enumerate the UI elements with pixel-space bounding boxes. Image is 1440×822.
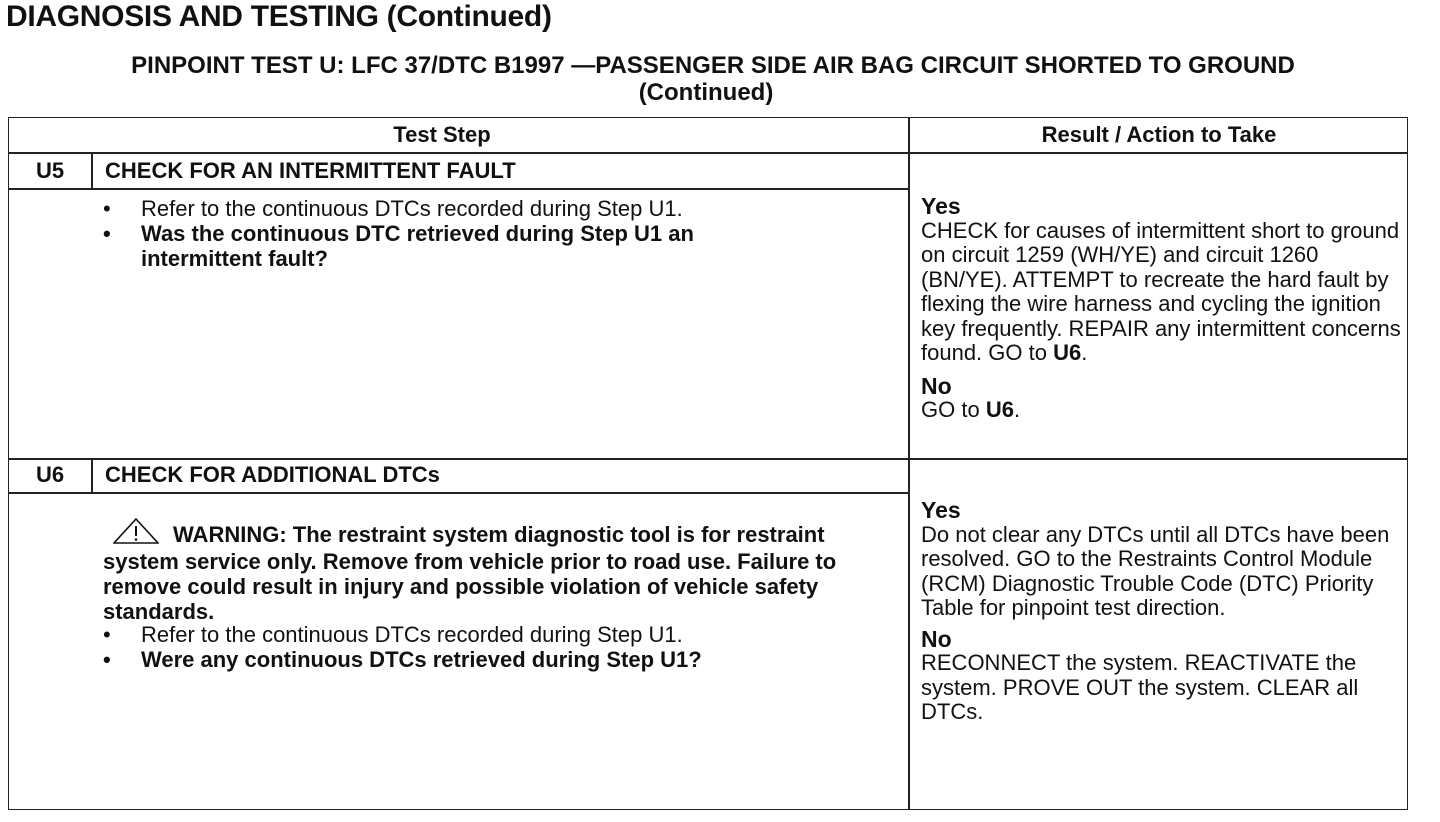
list-item — [103, 221, 803, 271]
step-title-u6: CHECK FOR ADDITIONAL DTCs — [105, 462, 440, 487]
u5-bullet-list — [103, 196, 803, 271]
no-action: GO to U6. — [921, 397, 1021, 422]
list-item — [103, 196, 803, 221]
yes-action-text: Do not clear any DTCs until all DTCs have been resolved. GO to the Restraints Control Module (RCM) Diagnostic Trouble Code (DTC) Priority Table for pinpoint test direction. — [921, 521, 1390, 620]
header-divider — [9, 152, 1407, 154]
step-id-u5: U5 — [35, 158, 65, 183]
warning-block — [103, 518, 883, 624]
pinpoint-test-table — [8, 117, 1408, 810]
page-heading: DIAGNOSIS AND TESTING (Continued) — [6, 0, 552, 33]
warning-triangle-icon — [113, 518, 159, 549]
u6-title-divider — [9, 492, 909, 494]
row-divider — [9, 458, 1407, 460]
u5-title-divider — [9, 188, 909, 190]
u6-bullet-list — [103, 622, 863, 672]
yes-action: CHECK for causes of intermittent short to ground on circuit 1259 (WH/YE) and circuit 1260 (BN/YE). ATTEMPT to recreate the hard fault by flexing the wire harness and cycling the ignition key frequently. REPAIR any intermittent concerns found. GO to U6. — [921, 217, 1401, 365]
goto-step-link: U6 — [985, 397, 1014, 422]
bullet-text: Refer to the continuous DTCs recorded during Step U1. — [141, 622, 683, 647]
no-action-text: GO to — [921, 397, 980, 422]
column-divider — [908, 118, 910, 809]
no-label: No — [921, 625, 952, 652]
test-title-line: PINPOINT TEST U: LFC 37/DTC B1997 —PASSENGER SIDE AIR BAG CIRCUIT SHORTED TO GROUND — [131, 52, 1295, 79]
list-item — [103, 647, 863, 672]
step-title-u5: CHECK FOR AN INTERMITTENT FAULT — [105, 158, 516, 183]
yes-label: Yes — [921, 193, 961, 219]
header-test-step: Test Step — [393, 122, 491, 147]
step-id-u6: U6 — [35, 462, 65, 487]
yes-action-text: CHECK for causes of intermittent short to ground on circuit 1259 (WH/YE) and circuit 1260 (BN/YE). ATTEMPT to recreate the hard fault by flexing the wire harness and cycling the ignition key frequently. REPAIR any intermittent concerns found. GO to — [921, 217, 1401, 365]
pinpoint-test-title — [0, 52, 1412, 106]
warning-text: WARNING: The restraint system diagnostic tool is for restraint system service only. Remove from vehicle prior to road use. Failure to remove could result in injury and possible violation of vehicle safety standards. — [103, 522, 837, 624]
bullet-icon: • — [103, 622, 111, 647]
no-action-text: RECONNECT the system. REACTIVATE the system. PROVE OUT the system. CLEAR all DTCs. — [921, 650, 1359, 724]
goto-step-link: U6 — [1053, 340, 1082, 365]
bullet-question: Were any continuous DTCs retrieved during Step U1? — [141, 647, 702, 672]
yes-label: Yes — [921, 497, 961, 523]
test-title-continued: (Continued) — [638, 79, 774, 106]
u6-id-divider — [91, 458, 93, 493]
bullet-icon: • — [103, 647, 111, 672]
u6-result — [921, 498, 1405, 725]
bullet-icon: • — [103, 196, 111, 221]
bullet-icon: • — [103, 221, 111, 246]
u5-id-divider — [91, 152, 93, 189]
no-label: No — [921, 372, 952, 399]
u5-result — [921, 194, 1405, 423]
list-item — [103, 622, 863, 647]
header-result-action: Result / Action to Take — [1041, 122, 1277, 147]
bullet-text: Refer to the continuous DTCs recorded during Step U1. — [141, 196, 683, 221]
bullet-question: Was the continuous DTC retrieved during Step U1 an intermittent fault? — [141, 221, 694, 271]
